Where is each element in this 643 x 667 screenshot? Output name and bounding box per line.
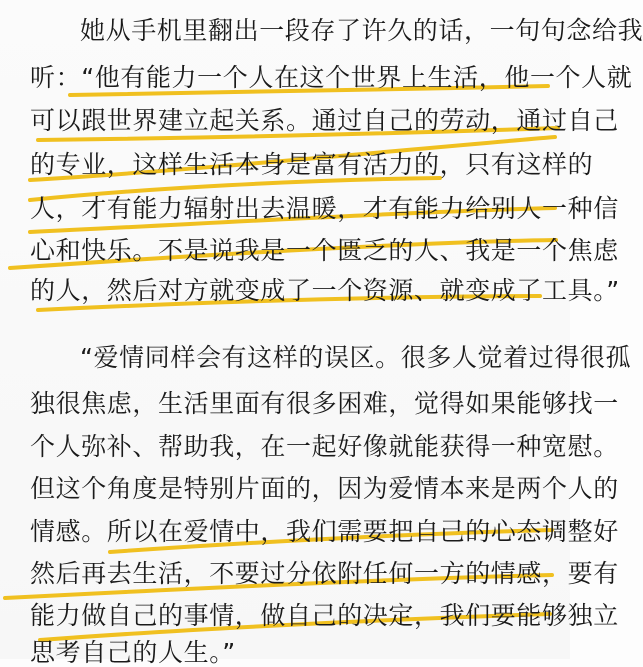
paragraph-2-line-4: 但这个角度是特别片面的，因为爱情本来是两个人的: [30, 474, 619, 503]
paragraph-2-line-8: 思考自己的人生。”: [30, 638, 236, 667]
paragraph-1-line-1: 她从手机里翻出一段存了许久的话，一句句念给我: [80, 16, 643, 45]
paragraph-1-line-5: 人，才有能力辐射出去温暖，才有能力给别人一种信: [30, 194, 619, 223]
paragraph-2-line-5: 情感。所以在爱情中，我们需要把自己的心态调整好: [30, 517, 619, 546]
paragraph-1-line-4: 的专业，这样生活本身是富有活力的，只有这样的: [30, 150, 594, 179]
paragraph-1-line-3: 可以跟世界建立起关系。通过自己的劳动，通过自己: [30, 106, 619, 135]
paragraph-1-line-2: 听：“他有能力一个人在这个世界上生活，他一个人就: [30, 63, 633, 92]
paragraph-2-line-3: 个人弥补、帮助我，在一起好像就能获得一种宽慰。: [30, 432, 619, 461]
paragraph-1-line-7: 的人，然后对方就变成了一个资源、就变成了工具。”: [30, 276, 620, 305]
paragraph-1-line-6: 心和快乐。不是说我是一个匮乏的人、我是一个焦虑: [30, 236, 619, 265]
paragraph-2-line-7: 能力做自己的事情，做自己的决定，我们要能够独立: [30, 601, 619, 630]
paragraph-2-line-2: 独很焦虑，生活里面有很多困难，觉得如果能够找一: [30, 389, 619, 418]
paragraph-2-line-6: 然后再去生活，不要过分依附任何一方的情感，要有: [30, 559, 619, 588]
paragraph-2-line-1: “爱情同样会有这样的误区。很多人觉着过得很孤: [80, 343, 632, 372]
